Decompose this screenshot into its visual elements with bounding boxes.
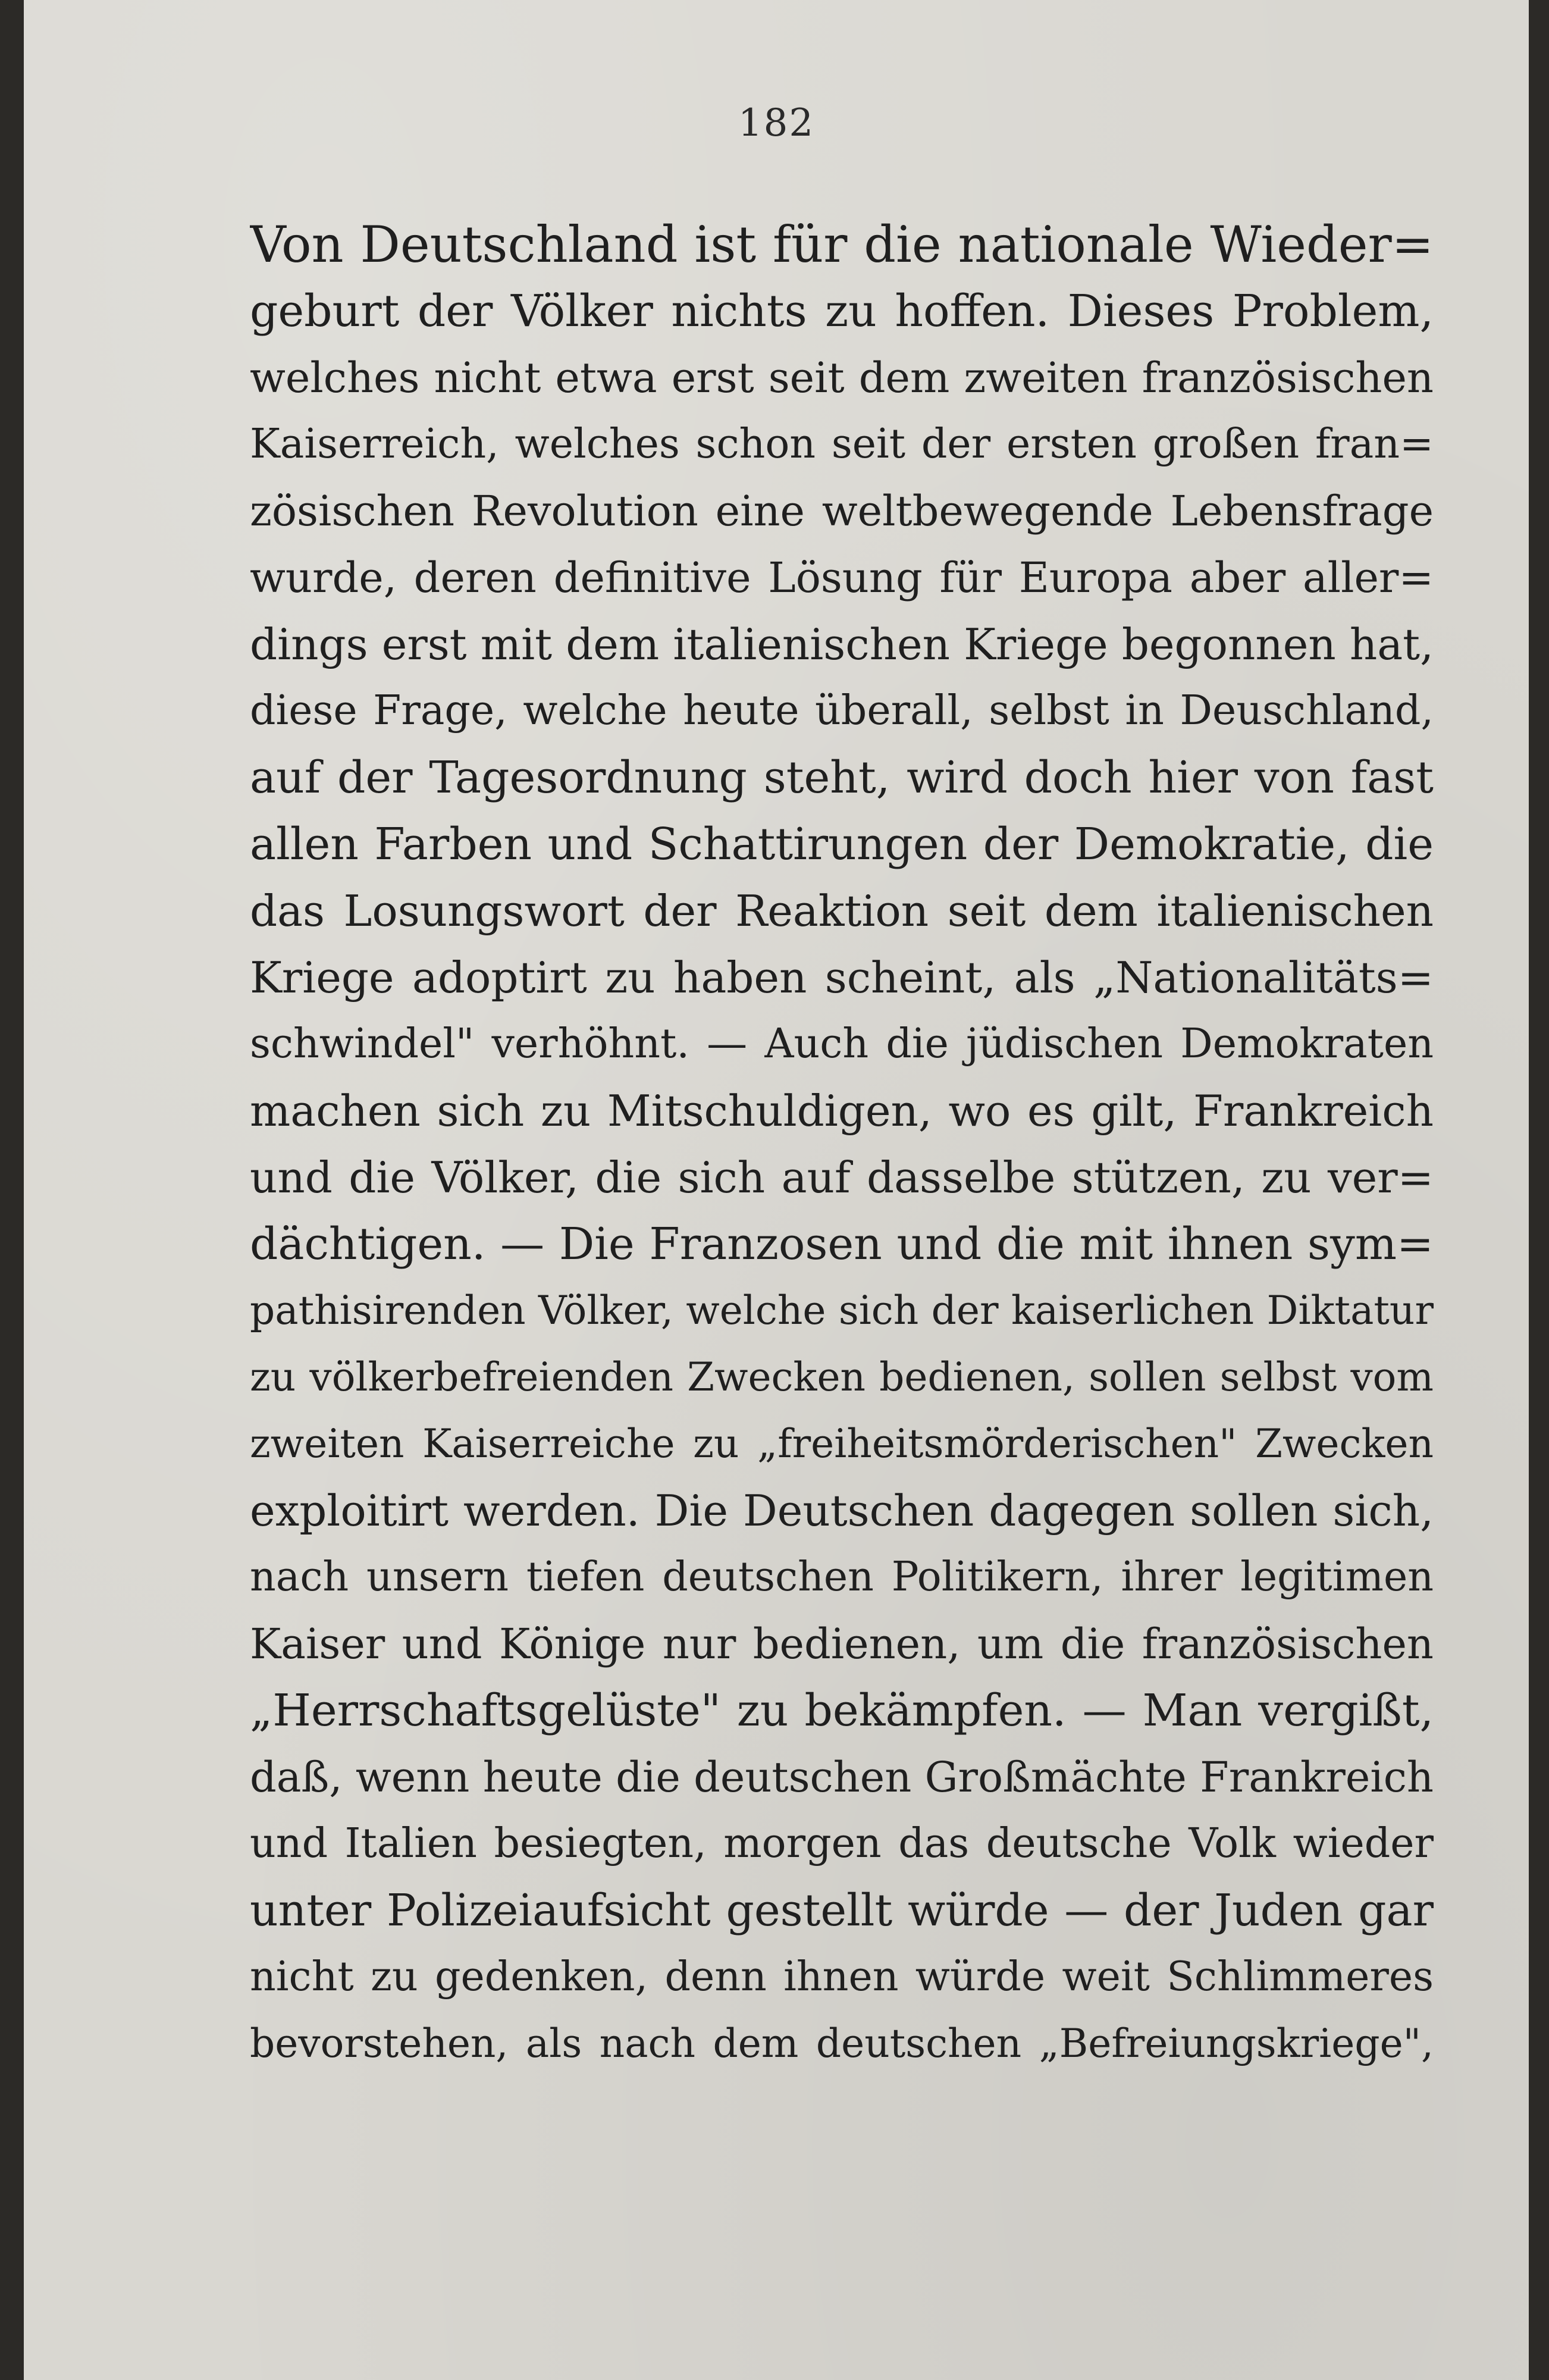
- text-line: machen sich zu Mitschuldigen, wo es gilt, Frankreich: [250, 1086, 1434, 1136]
- text-line: schwindel" verhöhnt. — Auch die jüdischen Demokraten: [250, 1020, 1434, 1067]
- text-line: geburt der Völker nichts zu hoffen. Dieses Problem,: [250, 286, 1434, 337]
- text-line: „Herrschaftsgelüste" zu bekämpfen. — Man vergißt,: [250, 1685, 1434, 1736]
- text-line: Kaiser und Könige nur bedienen, um die französischen: [250, 1620, 1434, 1668]
- text-line: auf der Tagesordnung steht, wird doch hier von fast: [250, 752, 1434, 803]
- text-line: nach unsern tiefen deutschen Politikern, ihrer legitimen: [250, 1554, 1434, 1601]
- page-number: 182: [738, 101, 815, 145]
- text-line: das Losungswort der Reaktion seit dem italienischen: [250, 886, 1434, 936]
- text-line: Kaiserreich, welches schon seit der ersten großen fran=: [250, 421, 1434, 468]
- text-line: zu völkerbefreienden Zwecken bedienen, sollen selbst vom: [250, 1354, 1434, 1400]
- text-line: dings erst mit dem italienischen Kriege begonnen hat,: [250, 619, 1434, 669]
- text-line: diese Frage, welche heute überall, selbst in Deuschland,: [250, 687, 1434, 734]
- text-line: wurde, deren definitive Lösung für Europa aber aller=: [250, 553, 1434, 602]
- text-line: und die Völker, die sich auf dasselbe stützen, zu ver=: [250, 1153, 1434, 1202]
- text-line: unter Polizeiaufsicht gestellt würde — der Juden gar: [250, 1885, 1434, 1936]
- book-page: [24, 0, 1529, 2380]
- text-line: Kriege adoptirt zu haben scheint, als „Nationalitäts=: [250, 953, 1434, 1003]
- text-line: Von Deutschland ist für die nationale Wieder=: [250, 215, 1434, 274]
- text-line: welches nicht etwa erst seit dem zweiten französischen: [250, 353, 1434, 402]
- text-line: und Italien besiegten, morgen das deutsche Volk wieder: [250, 1820, 1434, 1867]
- text-line: nicht zu gedenken, denn ihnen würde weit Schlimmeres: [250, 1953, 1434, 2000]
- text-line: bevorstehen, als nach dem deutschen „Befreiungskriege",: [250, 2021, 1434, 2066]
- text-line: allen Farben und Schattirungen der Demokratie, die: [250, 819, 1434, 870]
- text-line: pathisirenden Völker, welche sich der kaiserlichen Diktatur: [250, 1288, 1434, 1333]
- text-line: exploitirt werden. Die Deutschen dagegen sollen sich,: [250, 1486, 1434, 1536]
- text-line: zösischen Revolution eine weltbewegende Lebensfrage: [250, 487, 1434, 536]
- text-line: zweiten Kaiserreiche zu „freiheitsmörderischen" Zwecken: [250, 1421, 1434, 1467]
- text-line: dächtigen. — Die Franzosen und die mit ihnen sym=: [250, 1219, 1434, 1270]
- text-line: daß, wenn heute die deutschen Großmächte Frankreich: [250, 1753, 1434, 1802]
